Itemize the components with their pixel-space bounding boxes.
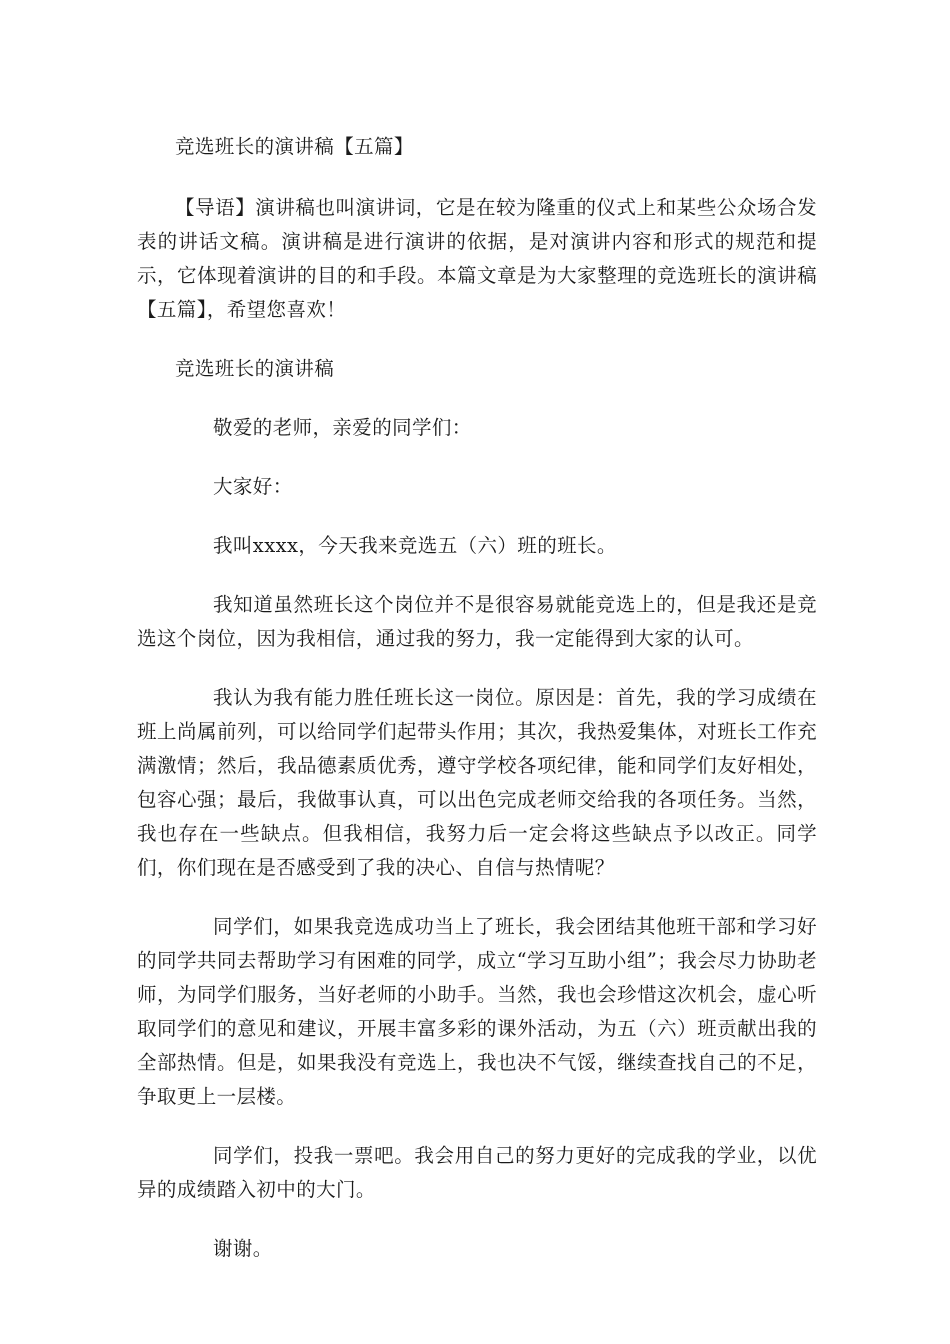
intro-paragraph: 【导语】演讲稿也叫演讲词，它是在较为隆重的仪式上和某些公众场合发表的讲话文稿。演讲稿是进行演讲的依据，是对演讲内容和形式的规范和提示，它体现着演讲的目的和手段。本篇文章是为大家整理的竞选班长的演讲稿【五篇】，希望您喜欢！ <box>137 196 817 321</box>
body-paragraph: 同学们，投我一票吧。我会用自己的努力更好的完成我的学业，以优异的成绩踏入初中的大门。 <box>137 1144 817 1201</box>
document-title: 竞选班长的演讲稿【五篇】 <box>175 135 414 158</box>
body-paragraph: 同学们，如果我竞选成功当上了班长，我会团结其他班干部和学习好的同学共同去帮助学习有困难的同学，成立“学习互助小组”；我会尽力协助老师，为同学们服务，当好老师的小助手。当然，我也会珍惜这次机会，虚心听取同学们的意见和建议，开展丰富多彩的课外活动，为五（六）班贡献出我的全部热情。但是，如果我没有竞选上，我也决不气馁，继续查找自己的不足，争取更上一层楼。 <box>137 915 817 1108</box>
document-body <box>137 130 817 1266</box>
greeting: 大家好： <box>213 475 293 498</box>
body-paragraph: 我叫xxxx，今天我来竞选五（六）班的班长。 <box>213 534 617 557</box>
closing-text: 谢谢。 <box>213 1237 273 1260</box>
body-paragraph: 我认为我有能力胜任班长这一岗位。原因是：首先，我的学习成绩在班上尚属前列，可以给同学们起带头作用；其次，我热爱集体，对班长工作充满激情；然后，我品德素质优秀，遵守学校各项纪律，能和同学们友好相处，包容心强；最后，我做事认真，可以出色完成老师交给我的各项任务。当然，我也存在一些缺点。但我相信，我努力后一定会将这些缺点予以改正。同学们，你们现在是否感受到了我的决心、自信与热情呢？ <box>137 686 817 879</box>
section-title: 竞选班长的演讲稿 <box>175 357 335 380</box>
body-paragraph: 我知道虽然班长这个岗位并不是很容易就能竞选上的，但是我还是竞选这个岗位，因为我相信，通过我的努力，我一定能得到大家的认可。 <box>137 593 817 650</box>
salutation: 敬爱的老师，亲爱的同学们： <box>213 416 472 439</box>
